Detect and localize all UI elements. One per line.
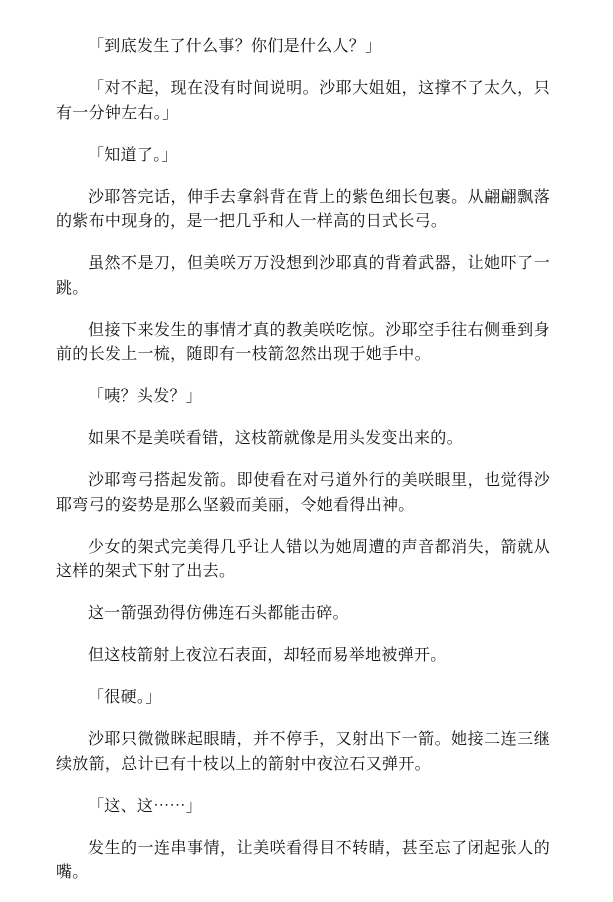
narrative-paragraph: 发生的一连串事情，让美咲看得目不转睛，甚至忘了闭起张人的嘴。 xyxy=(56,837,550,881)
narrative-paragraph: 如果不是美咲看错，这枝箭就像是用头发变出来的。 xyxy=(88,428,463,447)
narrative-paragraph: 少女的架式完美得几乎让人错以为她周遭的声音都消失，箭就从这样的架式下射了出去。 xyxy=(56,536,550,580)
dialogue-paragraph: 「知道了。」 xyxy=(88,144,178,164)
dialogue-paragraph: 「很硬。」 xyxy=(88,687,162,706)
dialogue-paragraph: 「这、这⋯⋯」 xyxy=(88,795,203,815)
narrative-paragraph: 沙耶弯弓搭起发箭。即使看在对弓道外行的美咲眼里，也觉得沙耶弯弓的姿势是那么坚毅而美丽，令她看得出神。 xyxy=(56,470,550,514)
narrative-paragraph: 虽然不是刀，但美咲万万没想到沙耶真的背着武器，让她吓了一跳。 xyxy=(56,253,550,297)
narrative-paragraph: 沙耶答完话，伸手去拿斜背在背上的紫色细长包裹。从翩翩飘落的紫布中现身的，是一把几乎和人一样高的日式长弓。 xyxy=(56,186,550,230)
narrative-paragraph: 但接下来发生的事情才真的教美咲吃惊。沙耶空手往右侧垂到身前的长发上一梳，随即有一枝箭忽然出现于她手中。 xyxy=(56,319,550,363)
document-page xyxy=(56,34,550,902)
narrative-paragraph: 这一箭强劲得仿佛连石头都能击碎。 xyxy=(88,603,349,622)
dialogue-paragraph: 「咦？头发？」 xyxy=(88,386,203,405)
narrative-paragraph: 但这枝箭射上夜泣石表面，却轻而易举地被弹开。 xyxy=(88,645,447,664)
narrative-paragraph: 沙耶只微微眯起眼睛，并不停手，又射出下一箭。她接二连三继续放箭，总计已有十枝以上的箭射中夜泣石又弹开。 xyxy=(56,729,550,773)
dialogue-paragraph: 「到底发生了什么事？你们是什么人？」 xyxy=(88,36,382,55)
dialogue-paragraph: 「对不起，现在没有时间说明。沙耶大姐姐，这撑不了太久，只有一分钟左右。」 xyxy=(56,78,550,122)
